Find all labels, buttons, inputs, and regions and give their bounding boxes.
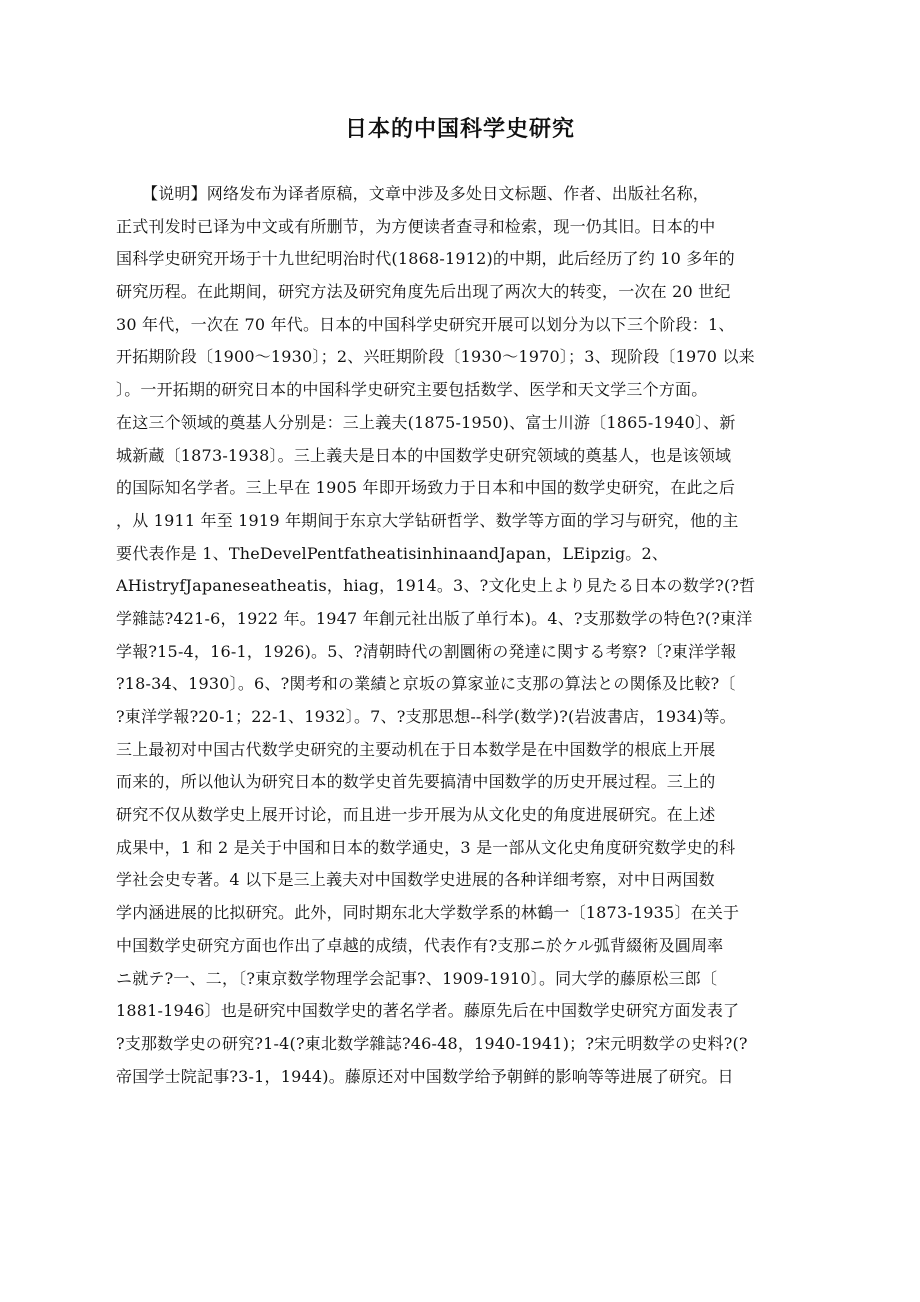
text-line: 在这三个领域的奠基人分别是：三上義夫(1875-1950)、富士川游〔1865-1940〕、新 [116, 412, 736, 432]
text-line: 研究历程。在此期间，研究方法及研究角度先后出现了两次大的转变，一次在 20 世纪 [116, 282, 731, 302]
text-line: 学雜誌?421-6，1922 年。1947 年創元社出版了单行本)。4、?支那数学の特色?(?東洋 [116, 608, 753, 628]
text-line: ニ就テ?一、二，〔?東京数学物理学会記事?、1909-1910〕。同大学的藤原松三郎〔 [116, 968, 718, 988]
text-line: 中国数学史研究方面也作出了卓越的成绩，代表作有?支那ニ於ケル弧背綴術及圓周率 [116, 935, 724, 955]
text-line: AHistryfJapaneseatheatis，hiag，1914。3、?文化史上より見たる日本の数学?(?哲 [116, 576, 756, 596]
text-line: 三上最初对中国古代数学史研究的主要动机在于日本数学是在中国数学的根底上开展 [116, 739, 716, 759]
text-line: 1881-1946〕也是研究中国数学史的著名学者。藤原先后在中国数学史研究方面发表了 [116, 1001, 740, 1021]
text-line: 国科学史研究开场于十九世纪明治时代(1868-1912)的中期，此后经历了约 10 多年的 [116, 249, 735, 269]
text-line: 30 年代，一次在 70 年代。日本的中国科学史研究开展可以划分为以下三个阶段：1、 [116, 314, 735, 334]
text-line: 而来的，所以他认为研究日本的数学史首先要搞清中国数学的历史开展过程。三上的 [116, 772, 716, 792]
text-line: 成果中，1 和 2 是关于中国和日本的数学通史，3 是一部从文化史角度研究数学史的科 [116, 837, 736, 857]
text-line: 正式刊发时已译为中文或有所删节，为方便读者查寻和检索，现一仍其旧。日本的中 [116, 216, 716, 236]
text-line: 研究不仅从数学史上展开讨论，而且进一步开展为从文化史的角度进展研究。在上述 [116, 805, 716, 825]
text-line: 帝国学士院記事?3-1，1944)。藤原还对中国数学给予朝鲜的影响等等进展了研究。日 [116, 1066, 734, 1086]
text-line: ?支那数学史の研究?1-4(?東北数学雜誌?46-48，1940-1941)；?宋元明数学の史料?(? [116, 1033, 748, 1053]
text-line: 学内涵进展的比拟研究。此外，同时期东北大学数学系的林鶴一〔1873-1935〕在关于 [116, 903, 740, 923]
text-line: ?東洋学報?20-1；22-1、1932〕。7、?支那思想--科学(数学)?(岩波書店，1934)等。 [116, 707, 736, 726]
text-line: 学社会史专著。4 以下是三上義夫对中国数学史进展的各种详细考察，对中日两国数 [116, 870, 715, 890]
text-line: 【说明】网络发布为译者原稿，文章中涉及多处日文标题、作者、出版社名称， [142, 184, 710, 203]
text-line: 学報?15-4，16-1，1926)。5、?清朝時代の割圜術の発達に関する考察?〔?東洋学報 [116, 641, 737, 661]
body-text [116, 178, 816, 1093]
text-line: 〕。一开拓期的研究日本的中国科学史研究主要包括数学、医学和天文学三个方面。 [116, 380, 708, 400]
page-title: 日本的中国科学史研究 [344, 117, 575, 142]
text-line: 要代表作是 1、TheDevelPentfatheatisinhinaandJapan，LEipzig。2、 [116, 543, 669, 563]
text-line: ，从 1911 年至 1919 年期间于东京大学钻研哲学、数学等方面的学习与研究，他的主 [116, 510, 739, 530]
text-line: 城新蔵〔1873-1938〕。三上義夫是日本的中国数学史研究领域的奠基人，也是该领域 [116, 445, 732, 465]
text-line: 开拓期阶段〔1900～1930〕；2、兴旺期阶段〔1930～1970〕；3、现阶段〔1970 以来 [116, 347, 755, 367]
text-line: 的国际知名学者。三上早在 1905 年即开场致力于日本和中国的数学史研究，在此之后 [116, 478, 736, 498]
text-line: ?18-34、1930〕。6、?関考和の業績と京坂の算家並に支那の算法との関係及比較?〔 [116, 674, 736, 694]
